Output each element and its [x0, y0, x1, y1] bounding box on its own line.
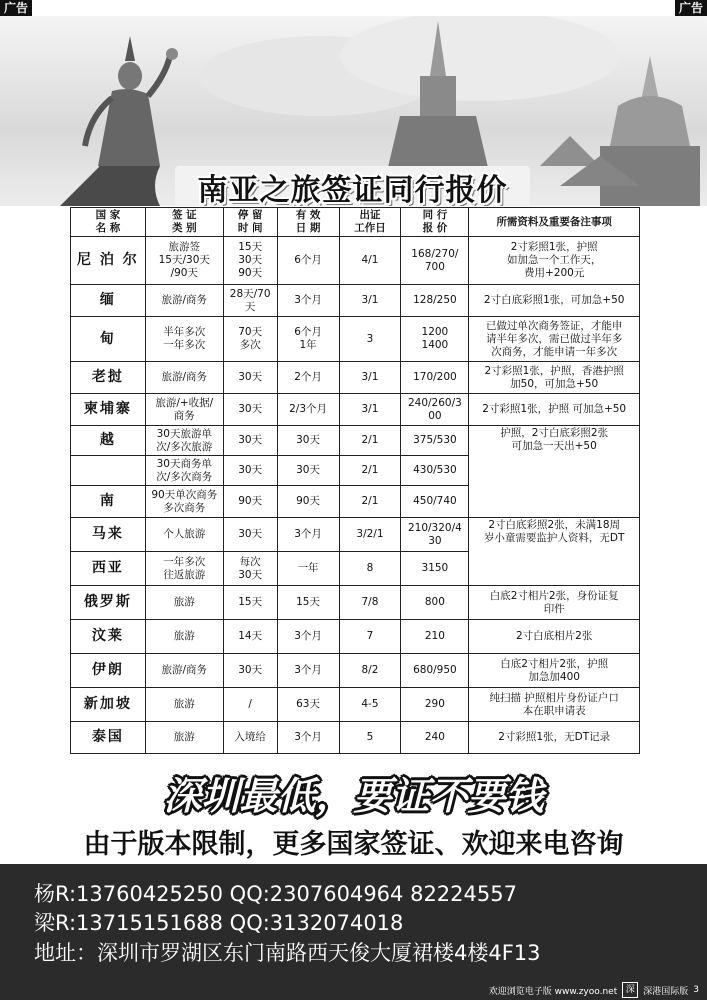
table-row [71, 518, 640, 552]
header-country [71, 208, 146, 237]
price-cell: 168/270/ 700 [401, 237, 469, 285]
stay-cell: 每次 30天 [223, 552, 277, 586]
process-cell: 2/1 [339, 456, 401, 486]
stay-cell: 30天 [223, 426, 277, 456]
price-cell: 210/320/4 30 [401, 518, 469, 552]
country-cell: 伊朗 [71, 654, 146, 688]
visa-type-cell: 一年多次 往返旅游 [145, 552, 223, 586]
slogan-headline: 深圳最低，要证不要钱 [163, 774, 544, 818]
country-cell [71, 456, 146, 486]
visa-type-cell: 30天商务单 次/多次商务 [145, 456, 223, 486]
country-cell: 甸 [71, 317, 146, 362]
table-row [71, 586, 640, 620]
stay-cell: 70天 多次 [223, 317, 277, 362]
notes-cell: 白底2寸相片2张，护照 加急加400 [469, 654, 640, 688]
notes-cell: 2寸彩照1张，无DT记录 [469, 722, 640, 754]
validity-cell: 3个月 [277, 518, 339, 552]
notes-cell: 2寸白底相片2张 [469, 620, 640, 654]
process-cell: 3/1 [339, 285, 401, 317]
table-row [71, 362, 640, 394]
visa-type-cell: 旅游/+收据/ 商务 [145, 394, 223, 426]
country-cell: 俄罗斯 [71, 586, 146, 620]
table-row [71, 317, 640, 362]
header-notes [469, 208, 640, 237]
header-validity-text: 有 效 日 期 [295, 209, 321, 234]
price-cell: 1200 1400 [401, 317, 469, 362]
notes-cell: 已做过单次商务签证，才能申 请半年多次，需已做过半年多 次商务，才能申请一年多次 [469, 317, 640, 362]
process-cell: 4/1 [339, 237, 401, 285]
slogan-subline: 由于版本限制，更多国家签证、欢迎来电咨询 [83, 829, 624, 860]
title-banner [175, 166, 530, 206]
country-cell: 尼 泊 尔 [71, 237, 146, 285]
notes-cell: 2寸白底彩照1张，可加急+50 [469, 285, 640, 317]
validity-cell: 3个月 [277, 620, 339, 654]
notes-cell: 2寸彩照1张，护照 如加急一个工作天， 费用+200元 [469, 237, 640, 285]
validity-cell: 2/3个月 [277, 394, 339, 426]
validity-cell: 一年 [277, 552, 339, 586]
process-cell: 3/2/1 [339, 518, 401, 552]
process-cell: 7 [339, 620, 401, 654]
contact-liang: 梁R:13715151688 QQ:3132074018 [34, 911, 404, 935]
visa-type-cell: 90天单次商务 多次商务 [145, 486, 223, 518]
validity-cell: 3个月 [277, 654, 339, 688]
stay-cell: / [223, 688, 277, 722]
table-row [71, 285, 640, 317]
notes-cell: 纯扫描 护照相片身份证户口 本在职申请表 [469, 688, 640, 722]
visa-type-cell: 旅游 [145, 620, 223, 654]
country-cell: 越 [71, 426, 146, 456]
hero-image [0, 16, 707, 206]
table-body [71, 237, 640, 754]
price-cell: 450/740 [401, 486, 469, 518]
price-cell: 170/200 [401, 362, 469, 394]
stay-cell: 14天 [223, 620, 277, 654]
stay-cell: 90天 [223, 486, 277, 518]
page-title: 南亚之旅签证同行报价 [197, 173, 508, 206]
country-cell: 柬埔寨 [71, 394, 146, 426]
notes-cell: 2寸彩照1张，护照 可加急+50 [469, 394, 640, 426]
validity-cell: 90天 [277, 486, 339, 518]
validity-cell: 30天 [277, 456, 339, 486]
country-cell: 西亚 [71, 552, 146, 586]
process-cell: 5 [339, 722, 401, 754]
header-visa-type [145, 208, 223, 237]
table-row [71, 722, 640, 754]
footer-right [489, 982, 699, 998]
price-cell: 375/530 [401, 426, 469, 456]
stay-cell: 30天 [223, 362, 277, 394]
stay-cell: 15天 30天 90天 [223, 237, 277, 285]
table-row [71, 654, 640, 688]
footer-text: 欢迎浏览电子版 www.zyoo.net [488, 986, 618, 997]
header-price-text: 同 行 报 价 [422, 209, 448, 234]
notes-cell: 2寸彩照1张，护照，香港护照 加50，可加急+50 [469, 362, 640, 394]
notes-cell: 2寸白底彩照2张，未满18周 岁小童需要监护人资料，无DT [469, 518, 640, 586]
country-cell: 南 [71, 486, 146, 518]
stay-cell: 15天 [223, 586, 277, 620]
table-header-row [71, 208, 640, 237]
header-process-text: 出证 工作日 [354, 209, 386, 234]
country-cell: 泰国 [71, 722, 146, 754]
visa-type-cell: 旅游/商务 [145, 285, 223, 317]
price-cell: 680/950 [401, 654, 469, 688]
price-cell: 430/530 [401, 456, 469, 486]
table-row [71, 620, 640, 654]
price-cell: 800 [401, 586, 469, 620]
edition-logo-icon: 深 [622, 982, 638, 998]
header-visa-type-text: 签 证 类 别 [171, 209, 197, 234]
footer-page-number: 3 [693, 985, 699, 995]
price-cell: 210 [401, 620, 469, 654]
header-price [401, 208, 469, 237]
visa-type-cell: 旅游 [145, 722, 223, 754]
stay-cell: 28天/70 天 [223, 285, 277, 317]
visa-type-cell: 旅游签 15天/30天 /90天 [145, 237, 223, 285]
footer-edition: 深港国际版 [643, 986, 689, 997]
process-cell: 2/1 [339, 486, 401, 518]
visa-type-cell: 个人旅游 [145, 518, 223, 552]
stay-cell: 30天 [223, 518, 277, 552]
country-cell: 老挝 [71, 362, 146, 394]
header-notes-text: 所需资料及重要备注事项 [496, 215, 612, 228]
table-row [71, 688, 640, 722]
process-cell: 8/2 [339, 654, 401, 688]
country-cell: 汶莱 [71, 620, 146, 654]
stay-cell: 入境给 [223, 722, 277, 754]
country-cell: 新加坡 [71, 688, 146, 722]
validity-cell: 63天 [277, 688, 339, 722]
process-cell: 3 [339, 317, 401, 362]
stay-cell: 30天 [223, 394, 277, 426]
validity-cell: 6个月 [277, 237, 339, 285]
table-row [71, 426, 640, 456]
table-row [71, 237, 640, 285]
visa-price-table [70, 207, 640, 754]
visa-type-cell: 半年多次 一年多次 [145, 317, 223, 362]
process-cell: 3/1 [339, 362, 401, 394]
header-validity [277, 208, 339, 237]
validity-cell: 15天 [277, 586, 339, 620]
validity-cell: 30天 [277, 426, 339, 456]
stay-cell: 30天 [223, 654, 277, 688]
header-process [339, 208, 401, 237]
process-cell: 8 [339, 552, 401, 586]
stay-cell: 30天 [223, 456, 277, 486]
country-cell: 缅 [71, 285, 146, 317]
validity-cell: 2个月 [277, 362, 339, 394]
table-row [71, 394, 640, 426]
process-cell: 4-5 [339, 688, 401, 722]
process-cell: 7/8 [339, 586, 401, 620]
process-cell: 3/1 [339, 394, 401, 426]
visa-type-cell: 旅游/商务 [145, 362, 223, 394]
validity-cell: 3个月 [277, 285, 339, 317]
notes-cell: 白底2寸相片2张，身份证复 印件 [469, 586, 640, 620]
contact-address: 地址：深圳市罗湖区东门南路西天俊大厦裙楼4楼4F13 [34, 941, 541, 965]
process-cell: 2/1 [339, 426, 401, 456]
notes-cell: 护照，2寸白底彩照2张 可加急一天出+50 [469, 426, 640, 518]
footer-bar [0, 978, 707, 1000]
price-cell: 290 [401, 688, 469, 722]
visa-type-cell: 30天旅游单 次/多次旅游 [145, 426, 223, 456]
ad-label-right: 广告 [675, 0, 707, 16]
header-country-text: 国 家 名 称 [95, 209, 121, 234]
price-cell: 3150 [401, 552, 469, 586]
country-cell: 马来 [71, 518, 146, 552]
validity-cell: 3个月 [277, 722, 339, 754]
header-stay [223, 208, 277, 237]
visa-type-cell: 旅游 [145, 586, 223, 620]
price-cell: 128/250 [401, 285, 469, 317]
validity-cell: 6个月 1年 [277, 317, 339, 362]
visa-type-cell: 旅游/商务 [145, 654, 223, 688]
ad-label-left: 广告 [0, 0, 32, 16]
price-cell: 240 [401, 722, 469, 754]
visa-type-cell: 旅游 [145, 688, 223, 722]
header-stay-text: 停 留 时 间 [237, 209, 263, 234]
price-cell: 240/260/3 00 [401, 394, 469, 426]
contact-yang: 杨R:13760425250 QQ:2307604964 82224557 [34, 882, 517, 906]
